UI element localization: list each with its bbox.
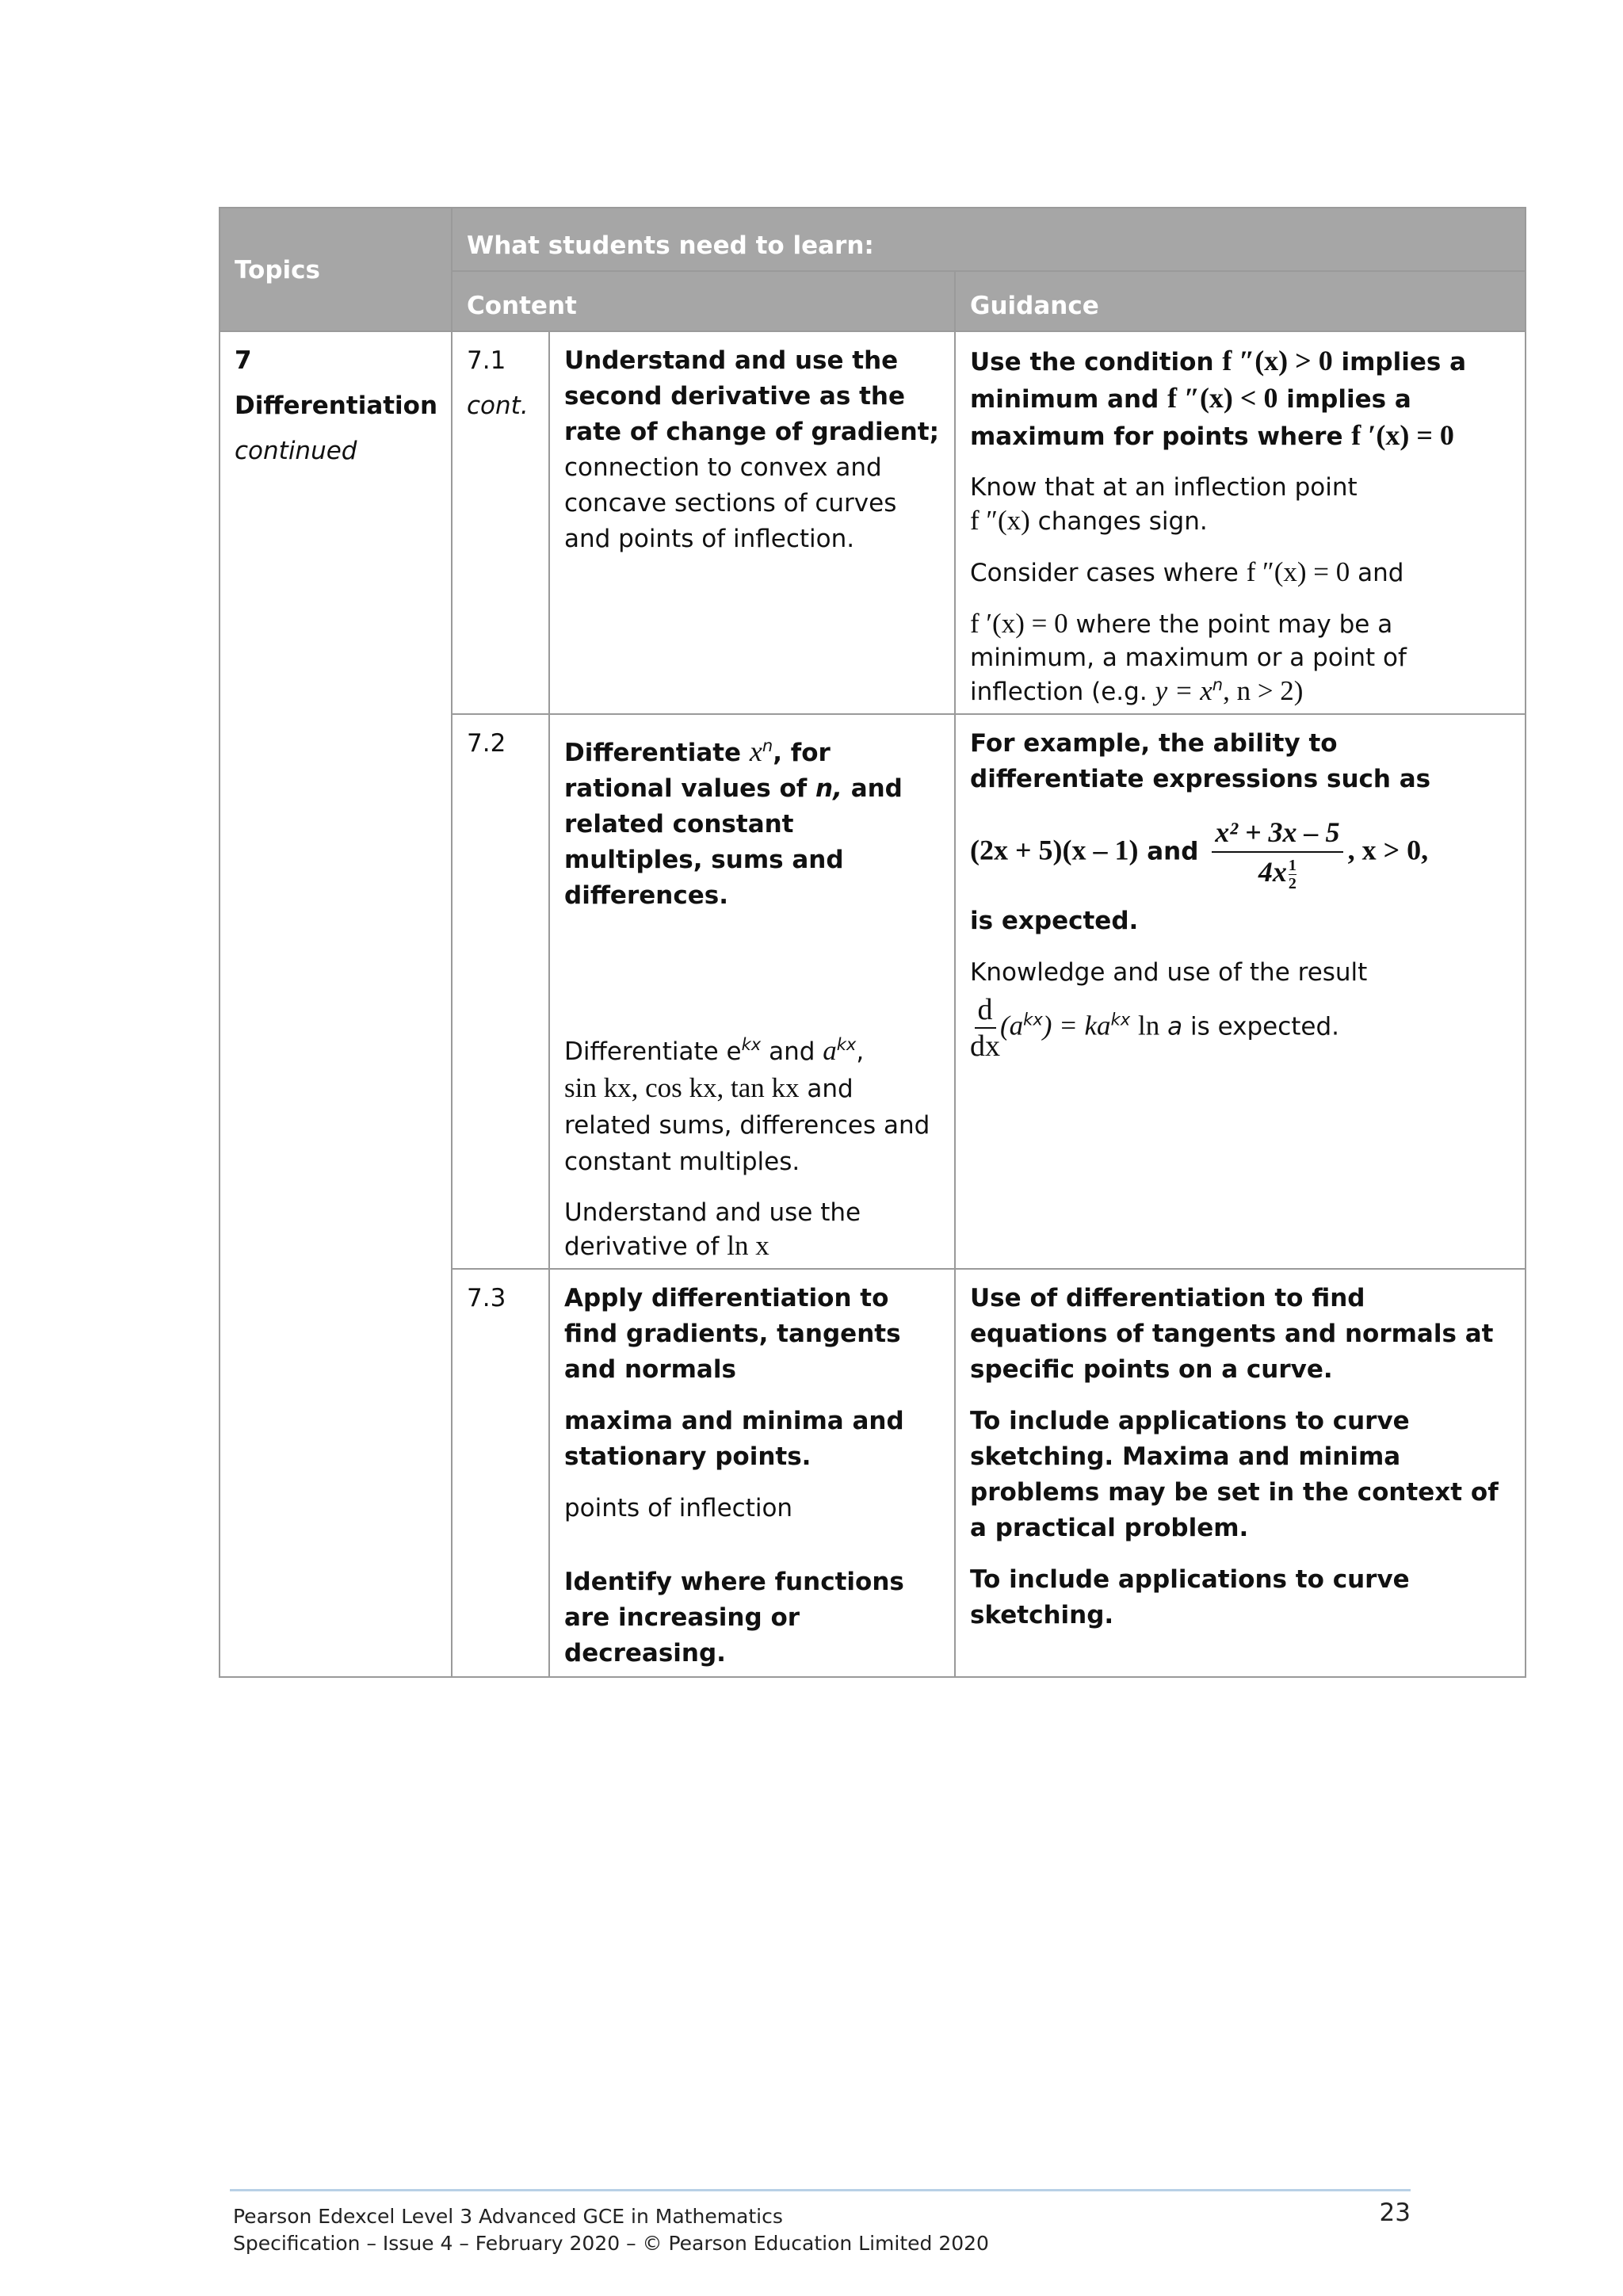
content-math: n, [815,774,842,803]
content-cell [549,1269,955,1677]
content-text: maxima and minima and stationary points. [564,1407,904,1471]
guidance-text: Knowledge and use of the result [970,958,1368,987]
ref-number: 7.2 [467,729,506,758]
guidance-math: , n > 2) [1223,675,1304,706]
guidance-math: f ′(x) = 0 [970,608,1068,639]
content-text: connection to convex and concave sections of curves and points of inflection. [564,453,897,553]
guidance-text: Use of differentiation to find equations of tangents and normals at specific points on a curve. [970,1284,1494,1384]
content-math-sup: n [762,736,773,755]
footer-line-2: Specification – Issue 4 – February 2020 – © Pearson Education Limited 2020 [233,2232,989,2255]
guidance-math: a [1167,1012,1183,1041]
guidance-math: f ″(x) > 0 [1222,345,1333,376]
ref-cell [452,714,549,1269]
topic-cell [220,331,452,1677]
topics-header: Topics [220,208,452,331]
content-text: Differentiate e [564,1037,742,1066]
guidance-math: (2x + 5)(x – 1) [970,834,1139,866]
content-text: Differentiate [564,739,742,767]
specification-table [219,207,1526,1678]
exponent-numerator: 1 [1288,857,1296,874]
header-row-1 [220,208,1526,271]
footer-line-1: Pearson Edexcel Level 3 Advanced GCE in Mathematics [233,2205,783,2228]
guidance-text: For example, the ability to differentiate expressions such as [970,729,1431,793]
topic-number: 7 [235,346,252,375]
guidance-text: To include applications to curve sketching. [970,1565,1410,1629]
ref-number: 7.3 [467,1284,506,1312]
guidance-text: implies a minimum and [970,348,1467,414]
guidance-math-sup: kx [1023,1010,1043,1030]
topic-status: continued [235,437,357,465]
content-cell [549,714,955,1269]
topic-name: Differentiation [235,392,438,420]
footer [233,2203,989,2257]
guidance-text: implies a maximum for points where [970,385,1411,451]
content-text: Understand and use the derivative of [564,1198,861,1261]
guidance-text: Consider cases where [970,559,1239,587]
content-text: and [807,1075,854,1103]
guidance-math: ln [1138,1010,1160,1041]
content-math-sup: kx [836,1035,857,1054]
learn-header: What students need to learn: [452,208,1526,271]
guidance-text: and [1147,837,1199,866]
guidance-math-sup: n [1212,675,1224,694]
content-text: and [769,1037,815,1066]
guidance-text: is expected. [1190,1012,1340,1041]
content-cell [549,331,955,714]
guidance-math: f ″(x) = 0 [1246,556,1350,587]
guidance-text: To include applications to curve sketching. Maxima and minima problems may be set in the context of a practical problem. [970,1407,1499,1542]
content-text: points of inflection [564,1494,793,1522]
fraction [1212,813,1342,892]
footer-divider [230,2189,1411,2191]
guidance-header: Guidance [955,271,1526,331]
content-text: Apply differentiation to find gradients, tangents and normals [564,1284,901,1384]
guidance-math: y = x [1155,675,1212,706]
content-text: Identify where functions are increasing or decreasing. [564,1568,904,1668]
content-math: sin kx, cos kx, tan kx [564,1072,800,1103]
derivative-dx: dx [970,1030,1000,1063]
guidance-text: is expected. [970,907,1139,935]
ref-cell [452,331,549,714]
content-text: and related constant multiples, sums and differences. [564,774,903,910]
guidance-math: f ″(x) < 0 [1167,382,1278,414]
guidance-math: , x > 0, [1347,834,1429,866]
guidance-math: ) = ka [1042,1010,1111,1041]
content-header: Content [452,271,955,331]
exponent-denominator: 2 [1288,875,1296,892]
content-text: , [856,1037,865,1066]
guidance-text: Know that at an inflection point [970,473,1358,502]
content-text: related sums, differences and constant multiples. [564,1111,930,1176]
guidance-math: f ′(x) = 0 [1351,419,1454,451]
guidance-text: where the point may be a minimum, a maximum or a point of inflection (e.g. [970,610,1407,706]
fraction-numerator: x² + 3x – 5 [1212,813,1342,853]
derivative-d: d [975,992,996,1029]
guidance-text: and [1358,559,1404,587]
table-row [220,331,1526,714]
content-math: ln x [727,1230,769,1261]
fraction-denominator: 4x [1258,856,1287,888]
ref-number: 7.1 [467,346,506,375]
guidance-text: changes sign. [1037,507,1208,536]
content-math: a [823,1035,837,1066]
guidance-math: f ″(x) [970,505,1030,536]
page-number: 23 [1379,2199,1411,2227]
guidance-text: Use the condition [970,348,1214,376]
content-math: x [749,735,762,767]
derivative-operator [970,992,1000,1064]
guidance-cell [955,331,1526,714]
content-text: , for rational values of [564,739,831,803]
ref-note: cont. [467,392,529,420]
content-math-sup: kx [741,1035,762,1054]
guidance-cell [955,1269,1526,1677]
exponent-fraction [1289,857,1296,892]
guidance-cell [955,714,1526,1269]
guidance-math-sup: kx [1110,1010,1131,1030]
ref-cell [452,1269,549,1677]
content-bold: Understand and use the second derivative as the rate of change of gradient; [564,346,939,446]
guidance-math: (a [1000,1010,1024,1041]
